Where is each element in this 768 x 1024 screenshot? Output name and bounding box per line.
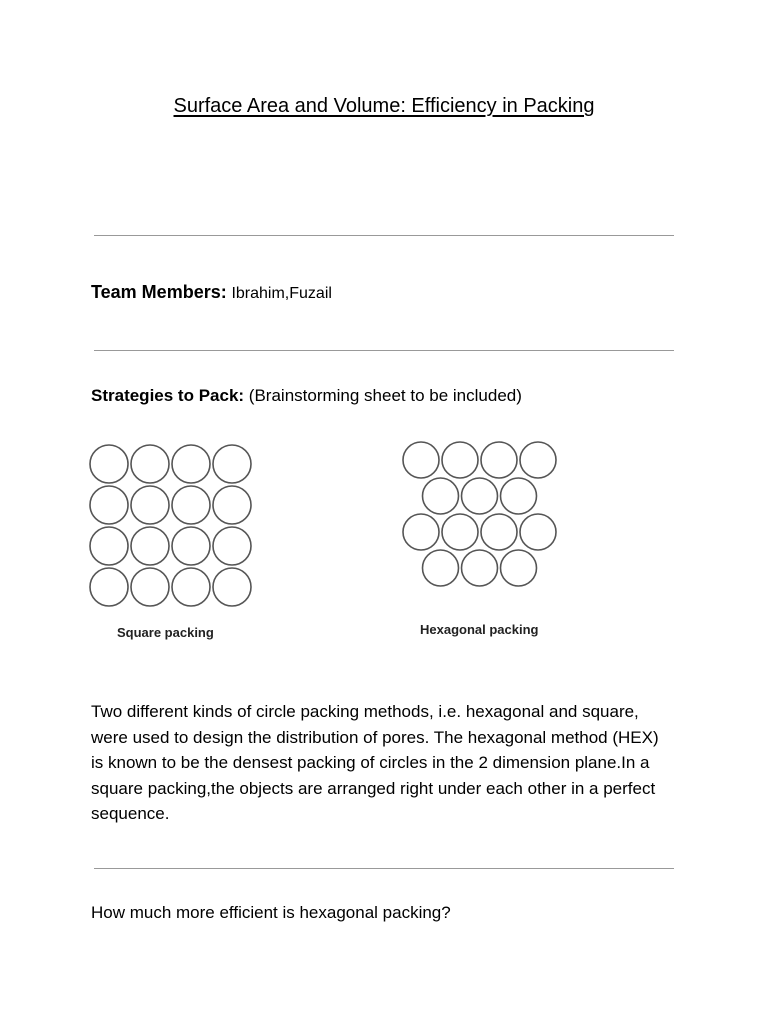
square-packing-circle [90,527,128,565]
team-members-line [91,282,332,303]
hexagonal-packing-circle [403,514,439,550]
divider-team [94,350,674,351]
strategies-value: (Brainstorming sheet to be included) [248,386,522,405]
square-packing-circle [131,527,169,565]
square-packing-circle [172,445,210,483]
square-packing-circle [213,527,251,565]
square-packing-circle [213,486,251,524]
square-packing-circle [172,527,210,565]
square-packing-circle [90,445,128,483]
divider-top [94,235,674,236]
divider-bottom [94,868,674,869]
square-packing-circle [131,568,169,606]
strategies-label: Strategies to Pack: [91,386,245,405]
hexagonal-packing-circle [403,442,439,478]
hexagonal-packing-circle [501,550,537,586]
document-title: Surface Area and Volume: Efficiency in Packing [173,95,595,117]
team-members-label: Team Members: [91,282,227,302]
square-packing-circle [213,568,251,606]
square-packing-circle [172,568,210,606]
strategies-line [91,386,522,406]
hexagonal-packing-circle [423,550,459,586]
square-packing-circle [131,445,169,483]
hexagonal-packing-circle [442,442,478,478]
square-packing-circle [90,486,128,524]
square-packing-circle [213,445,251,483]
hexagonal-packing-circle [501,478,537,514]
hexagonal-packing-circle [520,442,556,478]
hexagonal-packing-circle [481,514,517,550]
square-packing-circle [131,486,169,524]
hexagonal-packing-circle [442,514,478,550]
hexagonal-packing-circle [481,442,517,478]
efficiency-question: How much more efficient is hexagonal packing? [91,903,451,922]
hexagonal-packing-circle [462,478,498,514]
square-packing-circle [172,486,210,524]
square-packing-diagram [88,440,256,610]
square-packing-circle [90,568,128,606]
hexagonal-packing-circle [423,478,459,514]
hexagonal-packing-diagram [398,438,568,592]
team-members-value: Ibrahim,Fuzail [231,285,332,302]
hexagonal-packing-caption: Hexagonal packing [420,622,539,637]
hexagonal-packing-circle [462,550,498,586]
square-packing-caption: Square packing [117,625,214,640]
packing-description-paragraph: Two different kinds of circle packing methods, i.e. hexagonal and square, were used to design the distribution of pores. The hexagonal method (HEX) is known to be the densest packing of circles in the 2 dimension plane.In a square packing,the objects are arranged right under each other in a perfect sequence. [91,702,659,823]
hexagonal-packing-circle [520,514,556,550]
